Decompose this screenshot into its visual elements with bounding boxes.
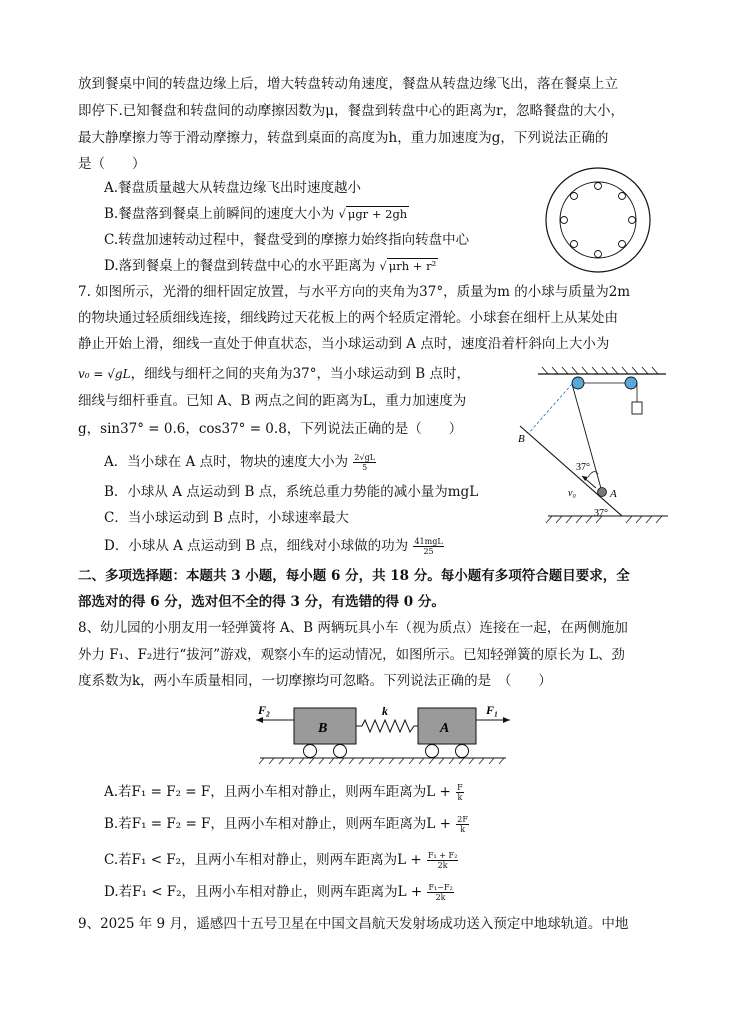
- q7-option-b: B．小球从 A 点运动到 B 点，系统总重力势能的减小量为mgL: [104, 484, 479, 500]
- q7-option-d: [104, 536, 445, 556]
- q8-option-b: [104, 814, 470, 834]
- q8-option-c: [104, 850, 459, 870]
- q8-option-c-fraction: $\frac{\text{F₁ + F₂}}{2k}$: [427, 851, 458, 870]
- q8-option-c-text: C.若F₁ < F₂，且两小车相对静止，则两车距离为L +: [104, 852, 422, 868]
- q6-option-b: [104, 204, 409, 224]
- label-k: k: [382, 704, 388, 718]
- q6-line2: 即停下.已知餐盘和转盘间的动摩擦因数为μ，餐盘到转盘中心的距离为r，忽略餐盘的大小，: [78, 103, 625, 119]
- q8-line3: 度系数为k，两小车质量相同，一切摩擦均可忽略。下列说法正确的是 （ ）: [78, 673, 552, 689]
- label-f2: F₂: [258, 703, 271, 717]
- q6-option-c: C.转盘加速转动过程中，餐盘受到的摩擦力始终指向转盘中心: [104, 232, 470, 248]
- q8-line1: 8、幼儿园的小朋友用一轻弹簧将 A、B 两辆玩具小车（视为质点）连接在一起，在两侧施加: [78, 620, 628, 636]
- spring: [356, 720, 418, 732]
- q7-line3: 静止开始上滑，细线一直处于伸直状态，当小球运动到 A 点时，速度沿着杆斜向上大小为: [78, 336, 610, 352]
- label-b: B: [518, 433, 525, 445]
- carts-spring-figure: [254, 700, 512, 772]
- q7-line4: [78, 364, 470, 384]
- q7-v0-formula: v₀ = √gL: [78, 367, 131, 381]
- label-a: A: [610, 488, 617, 500]
- q7-option-c: C．当小球运动到 B 点时，小球速率最大: [104, 510, 349, 526]
- turntable-figure: [538, 166, 658, 276]
- section2-line2: 部选对的得 6 分，选对但不全的得 3 分，有选错的得 0 分。: [78, 594, 445, 610]
- ceiling-hatch: [542, 367, 658, 374]
- pulley-right: [625, 377, 637, 389]
- q8-option-a-text: A.若F₁ = F₂ = F，且两小车相对静止，则两车距离为L +: [104, 784, 451, 800]
- angle-label-top: 37°: [576, 462, 590, 473]
- q6-line4: 是（ ）: [78, 156, 146, 172]
- q7-option-d-text: D．小球从 A 点运动到 B 点，细线对小球做的功为: [104, 538, 409, 554]
- ball: [598, 488, 607, 497]
- wheel-a-left: [426, 745, 439, 758]
- rod-pulley-figure: [500, 364, 672, 530]
- q7-option-a: [104, 452, 377, 472]
- q8-line2: 外力 F₁、F₂进行“拔河”游戏，观察小车的运动情况，如图所示。已知轻弹簧的原长为 L、劲: [78, 647, 625, 663]
- plates: [561, 183, 636, 258]
- q6-line1: 放到餐桌中间的转盘边缘上后，增大转盘转动角速度，餐盘从转盘边缘飞出，落在餐桌上立: [78, 76, 618, 92]
- q7-option-a-text: A．当小球在 A 点时，物块的速度大小为: [104, 454, 349, 470]
- q6-line3: 最大静摩擦力等于滑动摩擦力，转盘到桌面的高度为h，重力加速度为g，下列说法正确的: [78, 130, 609, 146]
- q7-option-a-fraction: $\frac{2√gL}{5}$: [354, 453, 376, 472]
- block: [632, 402, 642, 414]
- q6-option-d-text: D.落到餐桌上的餐盘到转盘中心的水平距离为: [104, 258, 376, 274]
- wheel-a-right: [456, 745, 469, 758]
- q7-option-d-fraction: $\frac{\text{41mgL}}{25}$: [414, 537, 443, 556]
- force-f2-arrowhead: [256, 717, 263, 723]
- q6-option-a: A.餐盘质量越大从转盘边缘飞出时速度越小: [104, 180, 362, 196]
- q8-option-d-text: D.若F₁ < F₂，且两小车相对静止，则两车距离为L +: [104, 884, 423, 900]
- wheel-b-left: [304, 745, 317, 758]
- rod: [520, 426, 622, 516]
- q8-option-d: [104, 882, 455, 902]
- q7-line5: 细线与细杆垂直。已知 A、B 两点之间的距离为L，重力加速度为: [78, 393, 467, 409]
- q7-line4-text: ，细线与细杆之间的夹角为37°，当小球运动到 B 点时，: [130, 366, 471, 382]
- label-v0: v₀: [568, 488, 576, 499]
- q8-option-a-fraction: $\frac{F}{k}$: [457, 783, 463, 802]
- q7-line1: 7. 如图所示，光滑的细杆固定放置，与水平方向的夹角为37°，质量为m 的小球与质量为2m: [78, 284, 631, 300]
- force-f1-arrowhead: [503, 717, 510, 723]
- q6-option-d: [104, 256, 438, 276]
- q8-option-b-fraction: $\frac{2F}{k}$: [457, 815, 468, 834]
- q6-option-d-root: √ μrh + r²: [379, 259, 437, 273]
- angle-label-bottom: 37°: [594, 508, 608, 519]
- q9-line1: 9、2025 年 9 月，遥感四十五号卫星在中国文昌航天发射场成功送入预定中地球轨道。中地: [78, 916, 629, 932]
- q7-line2: 的物块通过轻质细线连接，细线跨过天花板上的两个轻质定滑轮。小球套在细杆上从某处由: [78, 310, 618, 326]
- q6-option-b-root: √ μgr + 2gh: [338, 207, 408, 221]
- q8-option-b-text: B.若F₁ = F₂ = F，且两小车相对静止，则两车距离为L +: [104, 816, 451, 832]
- q8-option-a: [104, 782, 465, 802]
- label-cart-b: B: [318, 721, 328, 736]
- label-cart-a: A: [440, 721, 450, 736]
- wheel-b-right: [334, 745, 347, 758]
- q7-line6: g，sin37° = 0.6，cos37° = 0.8，下列说法正确的是（ ）: [78, 421, 463, 437]
- string-at-b-dashed: [528, 384, 572, 434]
- q8-option-d-fraction: $\frac{\text{F₁−F₂}}{2k}$: [428, 883, 453, 902]
- pulley-left: [572, 377, 584, 389]
- label-f1: F₁: [486, 703, 499, 717]
- section2-line1: 二、多项选择题：本题共 3 小题，每小题 6 分，共 18 分。每小题有多项符合题目要求，全: [78, 568, 630, 584]
- track-hatch: [259, 758, 504, 764]
- q6-option-b-text: B.餐盘落到餐桌上前瞬间的速度大小为: [104, 206, 335, 222]
